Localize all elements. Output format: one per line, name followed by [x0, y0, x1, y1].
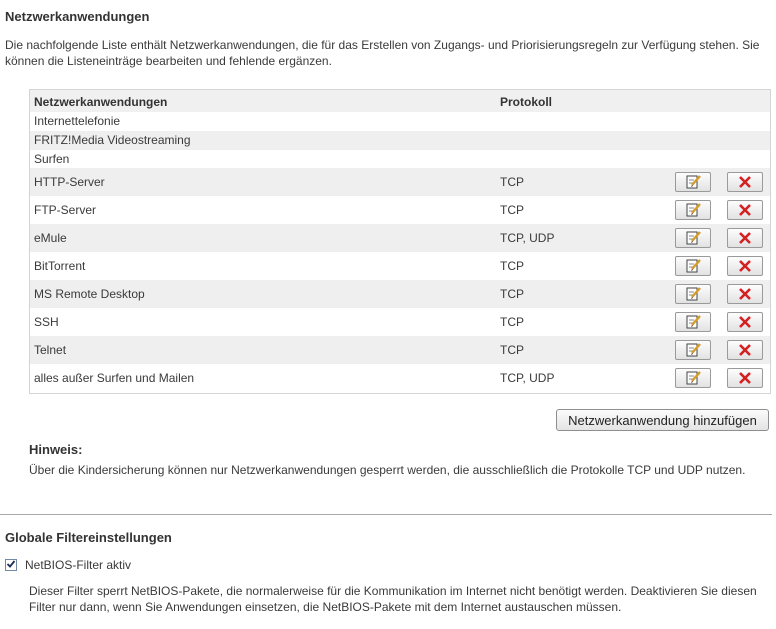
- edit-icon: [685, 174, 701, 190]
- row-protocol: TCP, UDP: [500, 371, 555, 385]
- row-protocol: TCP: [500, 315, 524, 329]
- edit-button[interactable]: [675, 312, 711, 332]
- table-row: [30, 112, 770, 131]
- row-protocol: TCP: [500, 343, 524, 357]
- table-row: [30, 168, 770, 196]
- edit-button[interactable]: [675, 256, 711, 276]
- delete-icon: [738, 203, 752, 217]
- table-row: [30, 252, 770, 280]
- row-name: alles außer Surfen und Mailen: [34, 371, 195, 385]
- delete-button[interactable]: [727, 228, 763, 248]
- edit-button[interactable]: [675, 284, 711, 304]
- row-name: FTP-Server: [34, 203, 97, 217]
- row-name: Surfen: [34, 152, 70, 166]
- table-row: [30, 280, 770, 308]
- network-apps-table: [29, 89, 771, 394]
- row-protocol: TCP: [500, 175, 524, 189]
- row-name: Telnet: [34, 343, 67, 357]
- edit-button[interactable]: [675, 340, 711, 360]
- table-header: [30, 90, 770, 112]
- edit-icon: [685, 230, 701, 246]
- hint-text: Über die Kindersicherung können nur Netzwerkanwendungen gesperrt werden, die ausschließlich die Protokolle TCP und UDP nutzen.: [29, 463, 746, 477]
- row-name: MS Remote Desktop: [34, 287, 145, 301]
- row-protocol: TCP: [500, 203, 524, 217]
- delete-button[interactable]: [727, 284, 763, 304]
- edit-icon: [685, 314, 701, 330]
- edit-icon: [685, 370, 701, 386]
- edit-icon: [685, 342, 701, 358]
- row-name: HTTP-Server: [34, 175, 105, 189]
- section-title-global-filter: Globale Filtereinstellungen: [5, 530, 172, 545]
- delete-icon: [738, 315, 752, 329]
- edit-icon: [685, 258, 701, 274]
- delete-icon: [738, 259, 752, 273]
- table-row: [30, 224, 770, 252]
- edit-icon: [685, 202, 701, 218]
- table-row: [30, 336, 770, 364]
- delete-button[interactable]: [727, 172, 763, 192]
- divider: [0, 514, 772, 515]
- row-protocol: TCP, UDP: [500, 231, 555, 245]
- table-row: [30, 150, 770, 168]
- row-protocol: TCP: [500, 287, 524, 301]
- section-title-network-apps: Netzwerkanwendungen: [5, 9, 150, 24]
- edit-button[interactable]: [675, 200, 711, 220]
- hint-title: Hinweis:: [29, 442, 83, 457]
- column-header-protocol: Protokoll: [500, 95, 553, 109]
- netbios-filter-description: Dieser Filter sperrt NetBIOS-Pakete, die normalerweise für die Kommunikation im Internet nicht benötigt werden. Deaktivieren Sie diesen Filter nur dann, wenn Sie Anwendungen einsetzen, die NetBIOS-Pakete mit dem Internet austauschen müssen.: [29, 584, 757, 614]
- table-row: [30, 364, 770, 392]
- delete-button[interactable]: [727, 312, 763, 332]
- row-name: SSH: [34, 315, 59, 329]
- edit-button[interactable]: [675, 172, 711, 192]
- edit-icon: [685, 286, 701, 302]
- add-network-app-button[interactable]: Netzwerkanwendung hinzufügen: [556, 409, 769, 431]
- checkmark-icon: [6, 558, 16, 572]
- delete-icon: [738, 371, 752, 385]
- delete-icon: [738, 287, 752, 301]
- section-description: Die nachfolgende Liste enthält Netzwerkanwendungen, die für das Erstellen von Zugangs- und Priorisierungsregeln zur Verfügung stehen. Sie können die Listeneinträge bearbeiten und fehlende ergänzen.: [5, 38, 760, 68]
- edit-button[interactable]: [675, 228, 711, 248]
- table-row: [30, 196, 770, 224]
- row-name: BitTorrent: [34, 259, 86, 273]
- delete-icon: [738, 343, 752, 357]
- delete-button[interactable]: [727, 256, 763, 276]
- column-header-name: Netzwerkanwendungen: [34, 95, 168, 109]
- edit-button[interactable]: [675, 368, 711, 388]
- table-row: [30, 308, 770, 336]
- delete-button[interactable]: [727, 340, 763, 360]
- row-name: FRITZ!Media Videostreaming: [34, 133, 191, 147]
- delete-button[interactable]: [727, 200, 763, 220]
- delete-icon: [738, 175, 752, 189]
- row-name: Internettelefonie: [34, 114, 121, 128]
- row-protocol: TCP: [500, 259, 524, 273]
- delete-icon: [738, 231, 752, 245]
- delete-button[interactable]: [727, 368, 763, 388]
- row-name: eMule: [34, 231, 67, 245]
- netbios-filter-label[interactable]: NetBIOS-Filter aktiv: [25, 558, 132, 572]
- table-row: [30, 131, 770, 150]
- netbios-filter-checkbox[interactable]: [5, 559, 17, 571]
